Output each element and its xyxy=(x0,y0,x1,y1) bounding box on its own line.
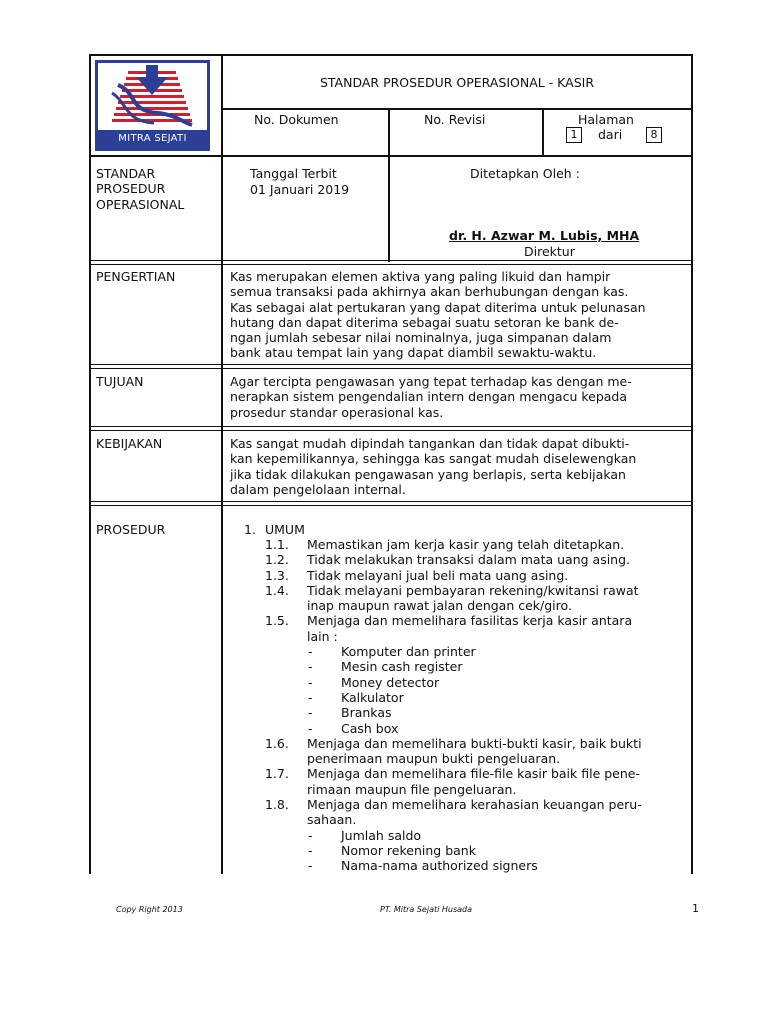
prosedur-item-text: inap maupun rawat jalan dengan cek/giro. xyxy=(307,598,572,614)
tujuan-text: Agar tercipta pengawasan yang tepat terhadap kas dengan me- nerapkan sistem pengendalian intern dengan mengacu kepada prosedur standar operasional kas. xyxy=(230,374,632,420)
prosedur-row xyxy=(223,568,691,583)
halaman-label: Halaman xyxy=(578,112,634,127)
prosedur-row xyxy=(223,751,691,766)
prosedur-row xyxy=(223,782,691,797)
prosedur-item-number: 1.5. xyxy=(265,613,289,629)
prosedur-bullet: - xyxy=(308,858,313,874)
no-dokumen-label: No. Dokumen xyxy=(254,112,339,127)
prosedur-bullet-text: Nomor rekening bank xyxy=(341,842,476,858)
prosedur-row xyxy=(223,659,691,674)
prosedur-row xyxy=(223,705,691,720)
pengertian-label: PENGERTIAN xyxy=(96,269,176,284)
prosedur-bullet-text: Money detector xyxy=(341,674,440,690)
prosedur-row xyxy=(223,613,691,628)
prosedur-row xyxy=(223,552,691,567)
prosedur-row xyxy=(223,629,691,644)
prosedur-label: PROSEDUR xyxy=(96,522,166,537)
prosedur-bullet: - xyxy=(308,720,313,736)
prosedur-row xyxy=(223,828,691,843)
prosedur-list xyxy=(223,537,691,874)
footer-company: PT. Mitra Sejati Husada xyxy=(380,905,473,914)
logo-graphic xyxy=(98,63,207,131)
page-current-box: 1 xyxy=(566,127,582,143)
page-of-label: dari xyxy=(598,127,623,142)
prosedur-bullet-text: Jumlah saldo xyxy=(341,827,422,843)
tanggal-terbit-value: 01 Januari 2019 xyxy=(250,182,350,197)
prosedur-heading: UMUM xyxy=(265,522,305,537)
prosedur-item-text: rimaan maupun file pengeluaran. xyxy=(307,781,517,797)
prosedur-item-number: 1.6. xyxy=(265,735,289,751)
prosedur-item-text: Tidak melakukan transaksi dalam mata uang asing. xyxy=(307,552,631,568)
prosedur-item-number: 1.3. xyxy=(265,567,289,583)
prosedur-bullet: - xyxy=(308,659,313,675)
prosedur-bullet-text: Nama-nama authorized signers xyxy=(341,858,538,874)
prosedur-item-text: Tidak melayani jual beli mata uang asing. xyxy=(307,567,569,583)
prosedur-item-text: Menjaga dan memelihara file-file kasir baik file pene- xyxy=(307,766,640,782)
prosedur-heading-number: 1. xyxy=(244,522,256,537)
pengertian-text: Kas merupakan elemen aktiva yang paling likuid dan hampir semua transaksi pada akhirnya akan berhubungan dengan kas. Kas sebagai alat pertukaran yang dapat diterima untuk pelunasan hutang dan dapat diterima sebagai suatu setoran ke bank de- ngan jumlah sebesar nilai nominalnya, juga simpanan dalam bank atau tempat lain yang dapat diambil sewaktu-waktu. xyxy=(230,269,646,361)
logo-text-bar xyxy=(98,130,207,148)
prosedur-row xyxy=(223,537,691,552)
prosedur-bullet-text: Kalkulator xyxy=(341,689,404,705)
prosedur-bullet: - xyxy=(308,689,313,705)
no-revisi-label: No. Revisi xyxy=(424,112,486,127)
ditetapkan-label: Ditetapkan Oleh : xyxy=(470,166,580,181)
logo-text: MITRA SEJATI xyxy=(118,133,187,144)
prosedur-bullet-text: Cash box xyxy=(341,720,399,736)
prosedur-row xyxy=(223,797,691,812)
prosedur-bullet: - xyxy=(308,842,313,858)
page-total-box: 8 xyxy=(646,127,662,143)
prosedur-row xyxy=(223,644,691,659)
tujuan-label: TUJUAN xyxy=(96,374,144,389)
prosedur-row xyxy=(223,690,691,705)
prosedur-item-text: Menjaga dan memelihara bukti-bukti kasir, baik bukti xyxy=(307,735,642,751)
prosedur-row xyxy=(223,766,691,781)
tanggal-terbit-label: Tanggal Terbit xyxy=(250,166,337,181)
document-title: STANDAR PROSEDUR OPERASIONAL - KASIR xyxy=(319,75,595,90)
prosedur-item-text: sahaan. xyxy=(307,812,357,828)
prosedur-item-text: Menjaga dan memelihara kerahasian keuangan peru- xyxy=(307,797,642,813)
prosedur-bullet: - xyxy=(308,674,313,690)
prosedur-item-number: 1.7. xyxy=(265,766,289,782)
kebijakan-label: KEBIJAKAN xyxy=(96,436,163,451)
prosedur-bullet: - xyxy=(308,827,313,843)
prosedur-bullet: - xyxy=(308,705,313,721)
prosedur-bullet-text: Brankas xyxy=(341,705,392,721)
prosedur-bullet-text: Mesin cash register xyxy=(341,659,463,675)
prosedur-item-text: Memastikan jam kerja kasir yang telah ditetapkan. xyxy=(307,537,625,552)
spo-label: STANDAR PROSEDUR OPERASIONAL xyxy=(96,166,185,212)
prosedur-item-number: 1.8. xyxy=(265,797,289,813)
prosedur-row xyxy=(223,721,691,736)
footer-copyright: Copy Right 2013 xyxy=(116,905,183,914)
prosedur-row xyxy=(223,843,691,858)
prosedur-bullet-text: Komputer dan printer xyxy=(341,644,476,660)
prosedur-row xyxy=(223,583,691,598)
prosedur-row xyxy=(223,812,691,827)
prosedur-item-text: penerimaan maupun bukti pengeluaran. xyxy=(307,751,561,767)
signer-name: dr. H. Azwar M. Lubis, MHA xyxy=(449,228,640,243)
prosedur-item-number: 1.2. xyxy=(265,552,289,568)
prosedur-item-number: 1.1. xyxy=(265,537,289,552)
prosedur-bullet: - xyxy=(308,644,313,660)
footer-page-number: 1 xyxy=(692,902,699,915)
prosedur-row xyxy=(223,675,691,690)
prosedur-row xyxy=(223,598,691,613)
signer-title: Direktur xyxy=(524,244,575,259)
prosedur-row xyxy=(223,736,691,751)
company-logo xyxy=(95,60,210,151)
prosedur-item-number: 1.4. xyxy=(265,582,289,598)
kebijakan-text: Kas sangat mudah dipindah tangankan dan tidak dapat dibukti- kan kepemilikannya, sehingga kas sangat mudah diselewengkan jika tidak dilakukan pengawasan yang berlapis, serta kebijakan dalam pengelolaan internal. xyxy=(230,436,637,497)
prosedur-item-text: lain : xyxy=(307,628,338,644)
prosedur-item-text: Tidak melayani pembayaran rekening/kwitansi rawat xyxy=(307,582,639,598)
prosedur-item-text: Menjaga dan memelihara fasilitas kerja kasir antara xyxy=(307,613,633,629)
prosedur-row xyxy=(223,858,691,873)
